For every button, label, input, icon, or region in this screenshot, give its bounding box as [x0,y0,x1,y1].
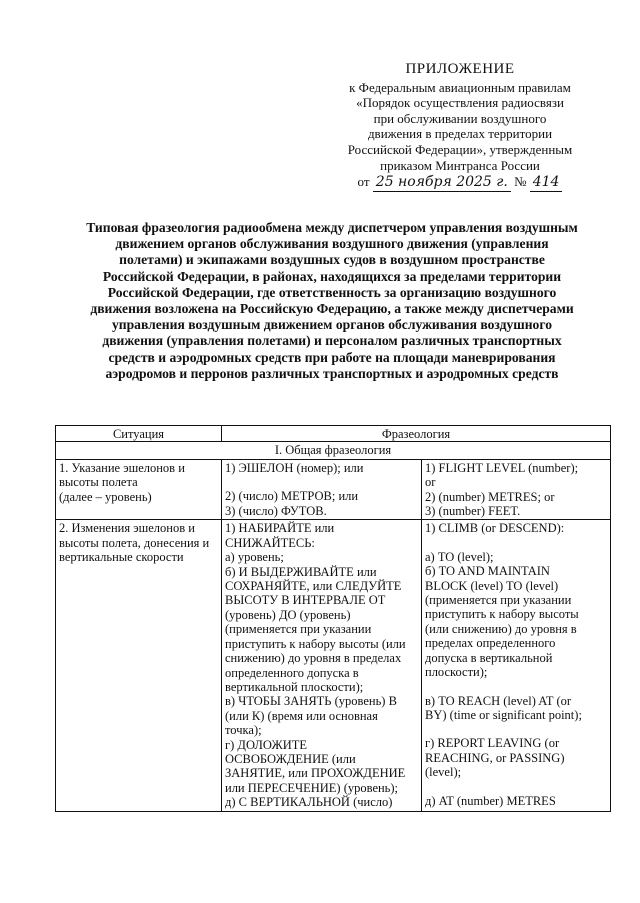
section-row [56,442,611,459]
cell-line: 2) (число) МЕТРОВ; или [225,489,359,504]
cell-line [425,536,607,550]
phraseology-table [55,425,611,812]
cell-line: (или К) (время или основная [225,708,378,723]
title-line: Российской Федерации, в районах, находящихся за пределами территории [102,268,562,284]
cell-line: д) С ВЕРТИКАЛЬНОЙ (число) [225,795,393,810]
table-row [56,459,611,520]
title-line: движения (управления полетами) и персоналом различных транспортных [102,333,562,349]
cell-line: ОСВОБОЖДЕНИЕ (или [225,751,356,766]
cell-line: пределах определенного [425,636,556,651]
date-prefix: от [357,174,370,190]
title-line: Типовая фразеология радиообмена между диспетчером управления воздушным [86,220,578,235]
cell-line [225,475,418,489]
title-line: средств и аэродромных средств при работе на площади маневрирования [108,349,556,365]
cell-line: 1. Указание эшелонов и [59,460,185,475]
section-title: I. Общая фразеология [56,442,611,459]
handwritten-date: 25 ноября 2025 г. [373,175,511,192]
appendix-line: движения в пределах территории [367,126,553,142]
appendix-line: при обслуживании воздушного [373,110,547,126]
table-header-row [56,426,611,442]
title-line: движения возложена на Российскую Федерацию, а также между диспетчерами [90,301,574,317]
cell-line: плоскости); [425,665,488,680]
column-header-situation: Ситуация [56,426,222,442]
cell-line: высоты полета [59,475,138,490]
phraseology-en-cell [422,459,611,520]
cell-line [425,722,607,736]
cell-line: СНИЖАЙТЕСЬ: [225,535,315,550]
cell-line: а) уровень; [225,550,284,565]
cell-line: в) TO REACH (level) AT (or [425,693,572,708]
cell-line: б) И ВЫДЕРЖИВАЙТЕ или [225,564,377,579]
situation-cell [56,520,222,811]
appendix-header [300,62,620,192]
document-title [52,220,612,382]
cell-line: REACHING, or PASSING) [425,750,565,765]
cell-line: определенного допуска в [225,665,359,680]
title-line: движением органов обслуживания воздушного движения (управления [115,236,549,252]
cell-line: допуска в вертикальной [425,650,553,665]
cell-line: или ПЕРЕСЕЧЕНИЕ) (уровень); [225,780,399,795]
table-row [56,520,611,811]
phraseology-en-cell [422,520,611,811]
phraseology-ru-cell [222,459,422,520]
cell-line: вертикальной плоскости); [225,679,364,694]
cell-line: or [425,475,436,490]
appendix-title: ПРИЛОЖЕНИЕ [405,61,515,77]
cell-line: в) ЧТОБЫ ЗАНЯТЬ (уровень) В [225,694,397,709]
cell-line: снижению) до уровня в пределах [225,651,402,666]
cell-line: приступить к набору высоты [425,607,579,622]
cell-line: (уровень) ДО (уровень) [225,607,351,622]
cell-line: а) TO (level); [425,549,494,564]
cell-line: высоты полета, донесения и [59,535,210,550]
order-date-line [300,174,620,192]
cell-line: вертикальные скорости [59,550,184,565]
cell-line: 1) НАБИРАЙТЕ или [225,521,335,536]
cell-line: д) AT (number) METRES [425,793,556,808]
appendix-line: к Федеральным авиационным правилам [349,79,571,95]
cell-line: приступить к набору высоты (или [225,636,406,651]
cell-line: BY) (time or significant point); [425,707,582,722]
cell-line: 1) CLIMB (or DESCEND): [425,521,565,536]
title-line: управления воздушным движением органов обслуживания воздушного [111,317,552,333]
title-line: полетами) и экипажами воздушных судов в воздушном пространстве [119,252,545,268]
appendix-line: Российской Федерации», утвержденным [347,141,573,157]
situation-cell [56,459,222,520]
cell-line: (level); [425,765,462,780]
cell-line: 1) FLIGHT LEVEL (number); [425,460,579,475]
handwritten-number: 414 [530,175,563,192]
cell-line: СОХРАНЯЙТЕ, или СЛЕДУЙТЕ [225,579,402,594]
cell-line: (или снижению) до уровня в [425,621,577,636]
cell-line: (применяется при указании [425,593,572,608]
cell-line: (далее – уровень) [59,489,152,504]
cell-line: 1) ЭШЕЛОН (номер); или [225,460,364,475]
cell-line: 2. Изменения эшелонов и [59,521,195,536]
number-label: № [514,174,527,190]
appendix-line: «Порядок осуществления радиосвязи [356,95,564,111]
cell-line: ВЫСОТУ В ИНТЕРВАЛЕ ОТ [225,593,386,608]
cell-line: 3) (число) ФУТОВ. [225,503,327,518]
cell-line: точка); [225,723,262,738]
cell-line: ЗАНЯТИЕ, или ПРОХОЖДЕНИЕ [225,766,406,781]
phraseology-ru-cell [222,520,422,811]
cell-line [425,680,607,694]
appendix-line: приказом Минтранса России [380,157,540,173]
cell-line: 2) (number) METRES; or [425,489,555,504]
cell-line: (применяется при указании [225,622,372,637]
cell-line: г) ДОЛОЖИТЕ [225,737,308,752]
title-line: аэродромов и перронов различных транспортных и аэродромных средств [105,365,559,381]
cell-line: г) REPORT LEAVING (or [425,736,560,751]
column-header-phraseology: Фразеология [222,426,611,442]
cell-line: б) TO AND MAINTAIN [425,564,550,579]
title-line: Российской Федерации, где ответственность за организацию воздушного [107,284,557,300]
cell-line [425,780,607,794]
cell-line: 3) (number) FEET. [425,504,521,519]
cell-line: BLOCK (level) TO (level) [425,578,559,593]
